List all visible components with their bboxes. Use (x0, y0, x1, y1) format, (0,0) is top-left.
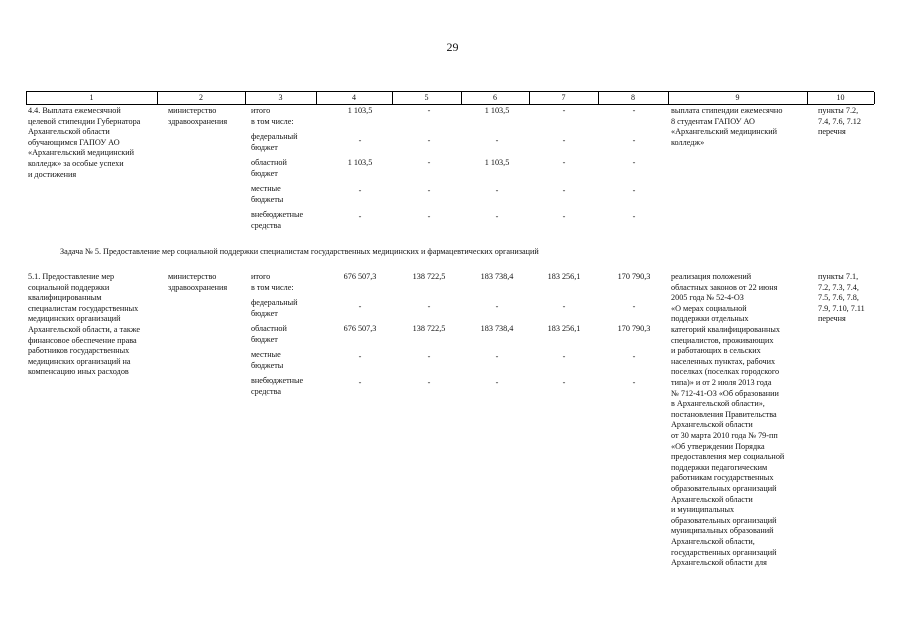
funding-source: в том числе: (251, 283, 294, 292)
value-federal: - (427, 302, 431, 311)
expected-result-text: в Архангельской области», (671, 399, 765, 409)
value-regional: - (427, 158, 431, 167)
value-regional: 676 507,3 (343, 324, 377, 333)
expected-result-text: реализация положений (671, 272, 752, 281)
expected-result-text: муниципальных образований (671, 526, 774, 536)
value-regional: 1 103,5 (347, 158, 373, 167)
column-header-8: 8 (631, 93, 635, 102)
value-total: 183 256,1 (547, 272, 581, 281)
expected-result-text: колледж» (671, 137, 705, 147)
value-extrabudget: - (427, 212, 431, 221)
funding-source: областной (251, 158, 287, 167)
task-5-heading: Задача № 5. Предоставление мер социальной поддержки специалистам государственных медицинских и фармацевтических организаций (60, 247, 539, 256)
executor-text: министерство (168, 272, 217, 281)
expected-result-text: Архангельской области (671, 420, 753, 430)
indicator-reference: 7.4, 7.6, 7.12 (818, 116, 861, 126)
expected-result-text: категорий квалифицированных (671, 325, 780, 334)
expected-result-text: образовательных организаций (671, 484, 777, 493)
column-divider (26, 92, 27, 104)
column-divider (316, 92, 317, 104)
column-divider (245, 92, 246, 104)
funding-source: бюджет (251, 309, 278, 318)
indicator-reference: перечня (818, 127, 846, 137)
program-item-text: социальной поддержки (28, 282, 110, 292)
funding-source: бюджет (251, 169, 278, 178)
expected-result-text: «Архангельский медицинский (671, 127, 778, 137)
funding-source: бюджеты (251, 195, 284, 204)
indicator-reference: пункты 7.1, (818, 272, 859, 281)
value-local: - (427, 186, 431, 195)
expected-result-text: № 712-41-ОЗ «Об образовании (671, 388, 779, 398)
program-item-text: работников государственных (28, 346, 130, 356)
value-federal: - (562, 302, 566, 311)
executor-text: министерство (168, 106, 217, 115)
expected-result-text: «О мерах социальной (671, 303, 747, 313)
value-federal: - (562, 136, 566, 145)
value-total: 138 722,5 (412, 272, 446, 281)
column-header-3: 3 (278, 93, 283, 102)
program-item-text: целевой стипендии Губернатора (28, 116, 141, 126)
indicator-reference: 7.9, 7.10, 7.11 (818, 303, 865, 313)
program-item-text: Архангельской области, а также (28, 325, 141, 334)
column-divider (807, 92, 808, 104)
value-federal: - (427, 136, 431, 145)
program-item-text: колледж» за особые успехи (28, 159, 124, 168)
value-regional: 183 256,1 (547, 324, 581, 333)
indicator-reference: перечня (818, 314, 846, 324)
column-header-1: 1 (89, 93, 94, 102)
value-total: - (427, 106, 431, 115)
expected-result-text: выплата стипендии ежемесячно (671, 106, 783, 115)
value-total: 1 103,5 (484, 106, 510, 115)
table-header (26, 91, 874, 105)
program-item-text: специалистам государственных (28, 303, 139, 313)
value-local: - (632, 352, 636, 361)
column-header-2: 2 (199, 93, 203, 102)
indicator-reference: 7.5, 7.6, 7.8, (818, 293, 859, 303)
funding-source: местные (251, 184, 281, 193)
value-extrabudget: - (358, 378, 362, 387)
expected-result-text: предоставления мер социальной (671, 452, 785, 462)
executor-text: здравоохранения (168, 116, 228, 126)
column-header-9: 9 (735, 93, 740, 102)
value-extrabudget: - (358, 212, 362, 221)
value-local: - (632, 186, 636, 195)
funding-source: средства (251, 221, 282, 230)
expected-result-text: Архангельской области (671, 494, 753, 504)
expected-result-text: специалистов, проживающих (671, 335, 774, 345)
program-item-text: 5.1. Предоставление мер (28, 272, 115, 281)
program-item-text: медицинских организаций на (28, 356, 131, 366)
funding-source: итого (251, 272, 271, 281)
value-extrabudget: - (427, 378, 431, 387)
column-header-7: 7 (561, 93, 566, 102)
page-number: 29 (446, 40, 459, 54)
program-item-text: обучающимся ГАПОУ АО (28, 137, 120, 147)
indicator-reference: 7.2, 7.3, 7.4, (818, 282, 859, 292)
program-item-text: и достижения (28, 169, 77, 179)
value-regional: - (562, 158, 566, 167)
column-divider (529, 92, 530, 104)
funding-source: в том числе: (251, 117, 294, 126)
value-regional: 1 103,5 (484, 158, 510, 167)
value-local: - (427, 352, 431, 361)
column-header-5: 5 (424, 93, 429, 102)
value-local: - (562, 352, 566, 361)
value-regional: 138 722,5 (412, 324, 446, 333)
expected-result-text: типа)» и от 2 июля 2013 года (671, 378, 772, 387)
value-local: - (495, 352, 499, 361)
value-total: - (632, 106, 636, 115)
value-local: - (358, 352, 362, 361)
value-regional: 183 738,4 (480, 324, 514, 333)
funding-source: федеральный (251, 298, 298, 307)
expected-result-text: и муниципальных (671, 505, 735, 515)
value-federal: - (495, 136, 499, 145)
value-local: - (358, 186, 362, 195)
column-header-6: 6 (493, 93, 497, 102)
program-item-text: медицинских организаций (28, 314, 121, 324)
funding-source: бюджет (251, 335, 278, 344)
funding-source: бюджет (251, 143, 278, 152)
value-federal: - (495, 302, 499, 311)
value-extrabudget: - (562, 212, 566, 221)
value-extrabudget: - (632, 212, 636, 221)
expected-result-text: и работающих в сельских (671, 346, 761, 356)
expected-result-text: Архангельской области для (671, 558, 767, 568)
expected-result-text: поселках (поселках городского (671, 367, 780, 377)
value-federal: - (358, 302, 362, 311)
column-header-10: 10 (836, 93, 845, 102)
funding-source: внебюджетные (251, 376, 304, 385)
funding-source: внебюджетные (251, 210, 304, 219)
indicator-reference: пункты 7.2, (818, 106, 859, 115)
column-divider (598, 92, 599, 104)
value-total: 170 790,3 (617, 272, 651, 281)
program-item-text: «Архангельский медицинский (28, 148, 135, 158)
expected-result-text: областных законов от 22 июня (671, 282, 778, 292)
value-regional: 170 790,3 (617, 324, 651, 333)
expected-result-text: от 30 марта 2010 года № 79-пп (671, 431, 778, 440)
value-extrabudget: - (495, 212, 499, 221)
program-item-text: квалифицированным (28, 293, 102, 303)
column-divider (461, 92, 462, 104)
executor-text: здравоохранения (168, 282, 228, 292)
program-item-text: Архангельской области (28, 127, 110, 137)
expected-result-text: поддержки отдельных (671, 314, 749, 324)
column-divider (392, 92, 393, 104)
value-total: - (562, 106, 566, 115)
expected-result-text: «Об утверждении Порядка (671, 441, 765, 451)
value-extrabudget: - (562, 378, 566, 387)
value-federal: - (358, 136, 362, 145)
funding-source: бюджеты (251, 361, 284, 370)
expected-result-text: постановления Правительства (671, 409, 777, 419)
funding-source: итого (251, 106, 271, 115)
value-federal: - (632, 302, 636, 311)
value-extrabudget: - (632, 378, 636, 387)
program-item-text: финансовое обеспечение права (28, 335, 137, 345)
expected-result-text: работникам государственных (671, 473, 774, 483)
funding-source: федеральный (251, 132, 298, 141)
column-divider (157, 92, 158, 104)
expected-result-text: Архангельской области, (671, 537, 755, 546)
value-total: 1 103,5 (347, 106, 373, 115)
value-federal: - (632, 136, 636, 145)
expected-result-text: населенных пунктах, рабочих (671, 356, 776, 366)
column-divider (668, 92, 669, 104)
program-item-text: 4.4. Выплата ежемесячной (28, 106, 121, 115)
column-divider (874, 92, 875, 104)
value-total: 183 738,4 (480, 272, 514, 281)
value-regional: - (632, 158, 636, 167)
value-total: 676 507,3 (343, 272, 377, 281)
value-local: - (495, 186, 499, 195)
funding-source: местные (251, 350, 281, 359)
value-extrabudget: - (495, 378, 499, 387)
funding-source: средства (251, 387, 282, 396)
program-item-text: компенсацию иных расходов (28, 367, 129, 377)
expected-result-text: государственных организаций (671, 547, 777, 557)
funding-source: областной (251, 324, 287, 333)
expected-result-text: 2005 года № 52-4-ОЗ (671, 293, 744, 303)
expected-result-text: образовательных организаций (671, 515, 777, 525)
value-local: - (562, 186, 566, 195)
expected-result-text: поддержки педагогическим (671, 462, 768, 472)
column-header-4: 4 (352, 93, 356, 102)
expected-result-text: 8 студентам ГАПОУ АО (671, 116, 755, 126)
